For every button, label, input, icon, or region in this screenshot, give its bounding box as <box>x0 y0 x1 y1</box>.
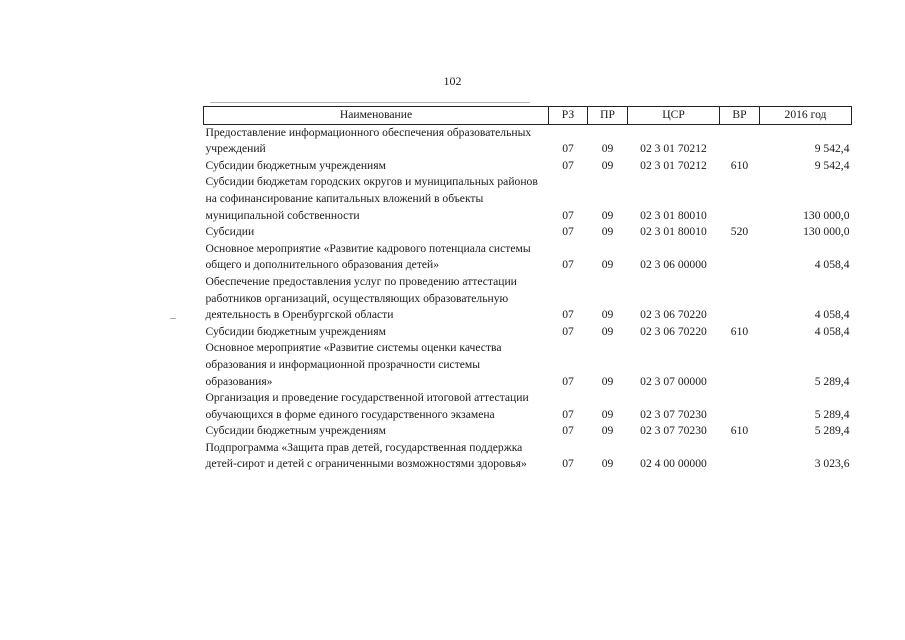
row-rz: 07 <box>562 308 574 322</box>
table-row <box>204 124 852 158</box>
row-name: Субсидии <box>205 225 255 239</box>
row-vr <box>720 124 760 158</box>
row-vr <box>720 274 760 324</box>
row-vr <box>720 390 760 423</box>
table-row <box>204 324 852 341</box>
row-csr: 02 3 01 70212 <box>640 142 707 156</box>
row-sum: 5 289,4 <box>814 407 850 421</box>
table-row <box>204 423 852 440</box>
row-vr <box>720 440 760 473</box>
header-year: 2016 год <box>760 107 852 125</box>
row-rz: 07 <box>562 424 574 438</box>
row-pr: 09 <box>601 407 614 421</box>
row-csr: 02 3 07 70230 <box>640 407 707 421</box>
row-csr: 02 3 01 70212 <box>640 158 707 172</box>
row-sum: 5 289,4 <box>814 374 850 388</box>
row-sum: 3 023,6 <box>814 457 850 471</box>
row-sum: 130 000,0 <box>803 208 850 222</box>
row-name: Организация и проведение государственной итоговой аттестации обучающихся в форме единого государственного экзамена <box>205 391 529 421</box>
row-name: Субсидии бюджетным учреждениям <box>205 324 386 338</box>
table-row <box>204 340 852 390</box>
row-vr <box>720 174 760 224</box>
table-row <box>204 174 852 224</box>
row-name: Основное мероприятие «Развитие кадрового потенциала системы общего и дополнительного образования детей» <box>205 241 531 272</box>
row-sum: 4 058,4 <box>814 324 850 338</box>
row-csr: 02 4 00 00000 <box>640 457 707 471</box>
table-row <box>204 158 852 175</box>
row-name: Субсидии бюджетам городских округов и муниципальных районов на софинансирование капитальных вложений в объекты муниципальной собственности <box>205 175 538 222</box>
row-pr: 09 <box>601 225 614 239</box>
row-csr: 02 3 06 70220 <box>640 324 707 338</box>
row-pr: 09 <box>601 208 614 222</box>
row-csr: 02 3 01 80010 <box>640 225 707 239</box>
row-sum: 9 542,4 <box>814 142 850 156</box>
scan-artifact-line <box>210 102 530 103</box>
table-row <box>204 274 852 324</box>
row-rz: 07 <box>562 225 574 239</box>
row-csr: 02 3 06 70220 <box>640 308 707 322</box>
table-row <box>204 440 852 473</box>
header-csr: ЦСР <box>628 107 720 125</box>
row-vr: 610 <box>730 158 749 172</box>
row-csr: 02 3 06 00000 <box>640 258 707 272</box>
header-rz: РЗ <box>549 107 588 125</box>
row-pr: 09 <box>601 457 614 471</box>
header-vr: ВР <box>720 107 760 125</box>
table-row <box>204 390 852 423</box>
row-pr: 09 <box>601 374 614 388</box>
row-pr: 09 <box>601 158 614 172</box>
row-rz: 07 <box>562 158 574 172</box>
row-name: Подпрограмма «Защита прав детей, государственная поддержка детей-сирот и детей с ограниченными возможностями здоровья» <box>205 440 527 471</box>
table-header-row <box>204 107 852 125</box>
row-rz: 07 <box>562 324 574 338</box>
row-vr: 610 <box>730 324 749 338</box>
row-sum: 130 000,0 <box>803 225 850 239</box>
header-name: Наименование <box>204 107 549 125</box>
row-rz: 07 <box>562 208 574 222</box>
row-name: Субсидии бюджетным учреждениям <box>205 158 386 172</box>
row-pr: 09 <box>601 308 614 322</box>
budget-table <box>203 106 852 473</box>
row-vr <box>720 340 760 390</box>
row-csr: 02 3 07 70230 <box>640 424 707 438</box>
row-csr: 02 3 07 00000 <box>640 374 707 388</box>
row-sum: 4 058,4 <box>814 308 850 322</box>
row-csr: 02 3 01 80010 <box>640 208 707 222</box>
row-pr: 09 <box>601 142 614 156</box>
row-name: Предоставление информационного обеспечения образовательных учреждений <box>205 125 532 156</box>
table-row <box>204 224 852 241</box>
row-name: Субсидии бюджетным учреждениям <box>205 424 386 438</box>
row-sum: 5 289,4 <box>814 424 850 438</box>
header-pr: ПР <box>588 107 628 125</box>
row-rz: 07 <box>562 258 574 272</box>
table-row <box>204 241 852 274</box>
row-rz: 07 <box>562 407 574 421</box>
page-number: 102 <box>443 74 462 88</box>
row-rz: 07 <box>562 142 574 156</box>
row-pr: 09 <box>601 424 614 438</box>
row-vr: 520 <box>730 225 749 239</box>
scan-artifact-dash <box>170 318 176 319</box>
row-vr <box>720 241 760 274</box>
row-name: Основное мероприятие «Развитие системы оценки качества образования и информационной прозрачности системы образования» <box>205 341 502 388</box>
row-name: Обеспечение предоставления услуг по проведению аттестации работников организаций, осуществляющих образовательную деятельность в Оренбургской области <box>205 274 517 322</box>
row-sum: 4 058,4 <box>814 258 850 272</box>
row-rz: 07 <box>562 374 574 388</box>
row-pr: 09 <box>601 258 614 272</box>
row-rz: 07 <box>562 457 574 471</box>
row-sum: 9 542,4 <box>814 158 850 172</box>
row-vr: 610 <box>730 424 749 438</box>
row-pr: 09 <box>601 324 614 338</box>
